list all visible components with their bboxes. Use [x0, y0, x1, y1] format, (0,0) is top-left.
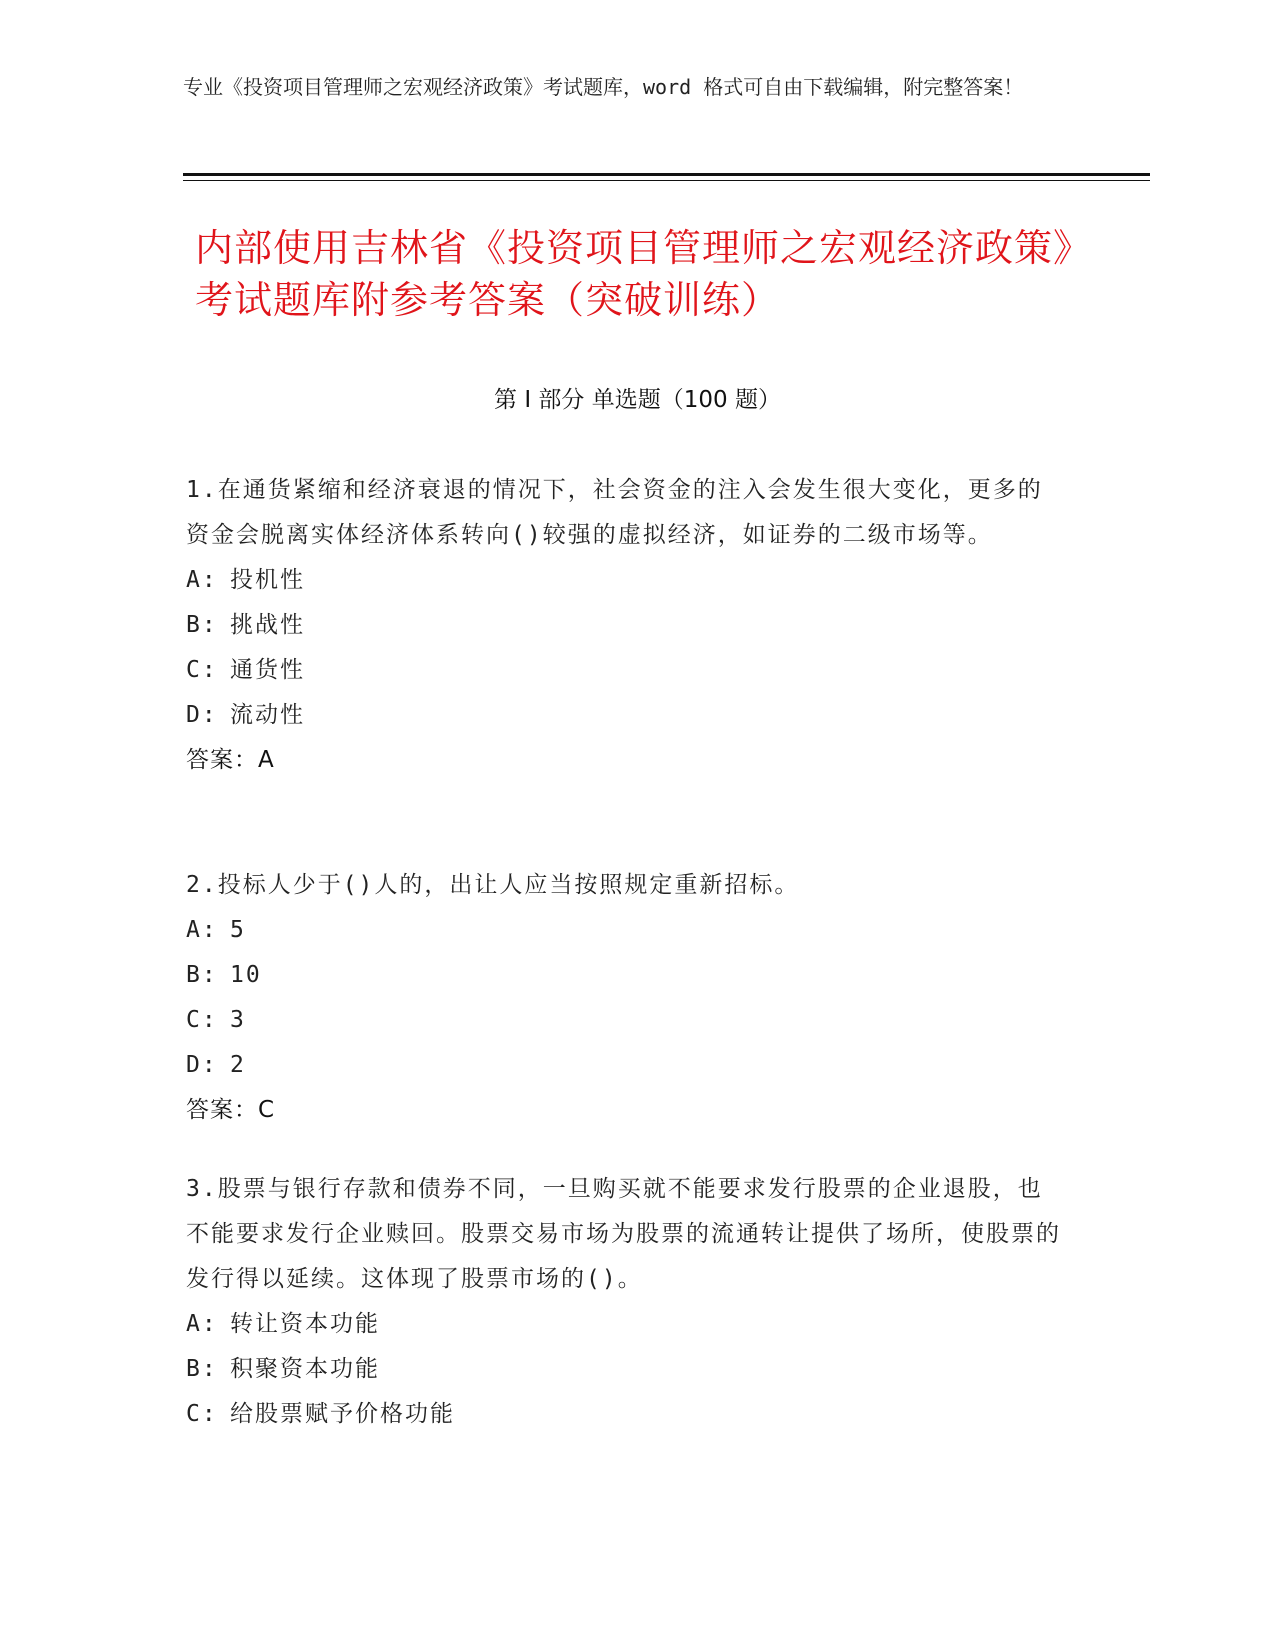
- option-text: 转让资本功能: [230, 1311, 380, 1337]
- section-heading: 第 I 部分 单选题（100 题）: [494, 387, 781, 413]
- option-b: [186, 1347, 1066, 1392]
- question-text: 1.在通货紧缩和经济衰退的情况下，社会资金的注入会发生很大变化，更多的资金会脱离实体经济体系转向()较强的虚拟经济，如证券的二级市场等。: [186, 477, 1043, 548]
- option-text: 给股票赋予价格功能: [230, 1401, 455, 1427]
- option-text: 积聚资本功能: [230, 1356, 380, 1382]
- option-text: 2: [230, 1052, 246, 1078]
- question-text: 3.股票与银行存款和债券不同，一旦购买就不能要求发行股票的企业退股，也不能要求发行企业赎回。股票交易市场为股票的流通转让提供了场所，使股票的发行得以延续。这体现了股票市场的()。: [186, 1176, 1061, 1292]
- document-title: 内部使用吉林省《投资项目管理师之宏观经济政策》考试题库附参考答案（突破训练）: [195, 226, 1074, 322]
- option-b: [186, 953, 1066, 998]
- question-1: [186, 468, 1066, 783]
- option-key: A:: [186, 1311, 218, 1337]
- question-3: [186, 1167, 1066, 1437]
- option-key: A:: [186, 917, 218, 943]
- option-key: C:: [186, 657, 218, 683]
- option-b: [186, 603, 1066, 648]
- option-c: [186, 648, 1066, 693]
- question-text: 2.投标人少于()人的，出让人应当按照规定重新招标。: [186, 872, 800, 898]
- option-key: D:: [186, 702, 218, 728]
- option-key: B:: [186, 612, 218, 638]
- option-key: D:: [186, 1052, 218, 1078]
- answer-line: 答案：A: [186, 747, 275, 773]
- header-divider-thin: [183, 180, 1150, 181]
- option-text: 投机性: [230, 567, 305, 593]
- option-a: [186, 1302, 1066, 1347]
- header-divider-thick: [183, 173, 1150, 176]
- question-2: [186, 863, 1066, 1133]
- option-text: 流动性: [230, 702, 305, 728]
- option-key: C:: [186, 1007, 218, 1033]
- option-text: 3: [230, 1007, 246, 1033]
- option-text: 通货性: [230, 657, 305, 683]
- option-a: [186, 908, 1066, 953]
- option-c: [186, 1392, 1066, 1437]
- option-text: 5: [230, 917, 246, 943]
- option-key: B:: [186, 1356, 218, 1382]
- option-c: [186, 998, 1066, 1043]
- option-d: [186, 693, 1066, 738]
- option-text: 10: [230, 962, 262, 988]
- option-a: [186, 558, 1066, 603]
- option-d: [186, 1043, 1066, 1088]
- header-note: 专业《投资项目管理师之宏观经济政策》考试题库，word 格式可自由下载编辑，附完整答案！: [183, 75, 1024, 99]
- option-key: A:: [186, 567, 218, 593]
- option-key: C:: [186, 1401, 218, 1427]
- option-text: 挑战性: [230, 612, 305, 638]
- answer-line: 答案：C: [186, 1097, 276, 1123]
- option-key: B:: [186, 962, 218, 988]
